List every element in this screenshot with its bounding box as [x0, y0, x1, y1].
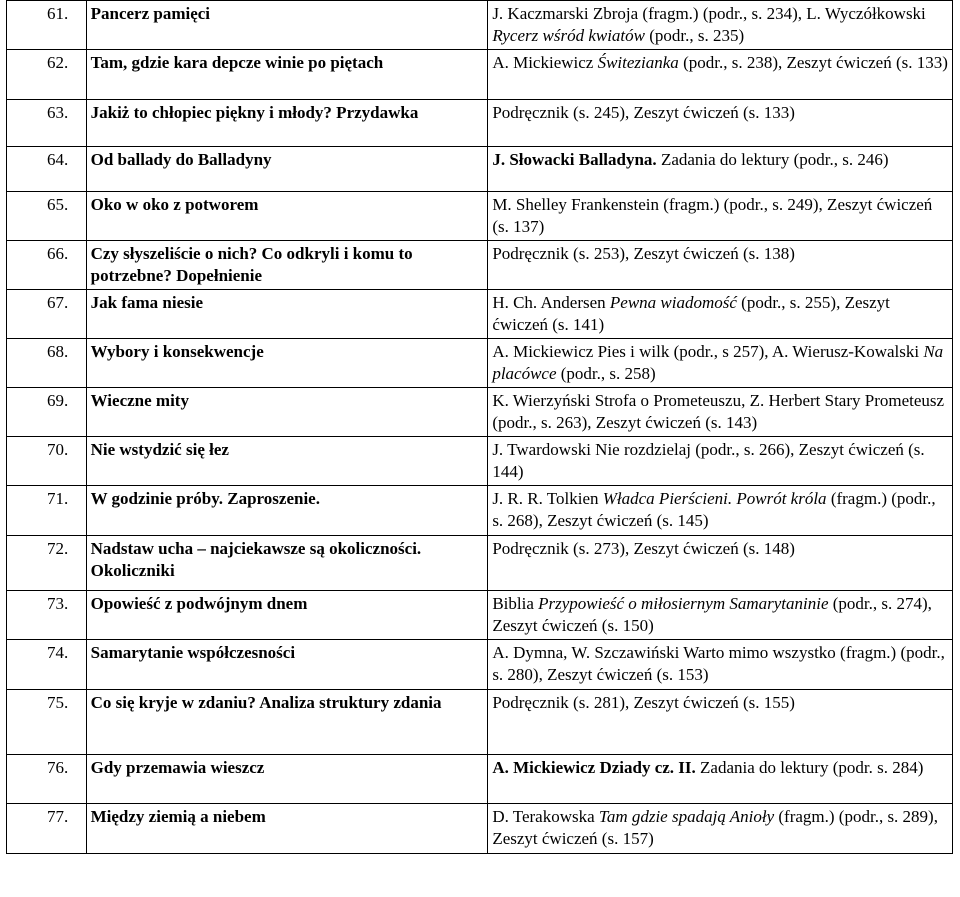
lesson-source — [488, 804, 953, 854]
table-row — [7, 690, 953, 755]
source-segment: Tam gdzie spadają Anioły — [598, 807, 775, 826]
lesson-table-body — [7, 1, 953, 854]
lesson-title: Gdy przemawia wieszcz — [86, 755, 488, 804]
lesson-title: Oko w oko z potworem — [86, 192, 488, 241]
source-segment: (podr., s. 235) — [645, 26, 745, 45]
lesson-title: Jakiż to chłopiec piękny i młody? Przydawka — [86, 100, 488, 147]
source-segment: J. R. R. Tolkien — [492, 489, 603, 508]
source-segment: Podręcznik (s. 273), Zeszyt ćwiczeń (s. 148) — [492, 539, 795, 558]
lesson-title: Wybory i konsekwencje — [86, 339, 488, 388]
table-row — [7, 100, 953, 147]
source-segment: Zadania do lektury (podr., s. 246) — [656, 150, 889, 169]
table-row — [7, 755, 953, 804]
source-segment: Biblia — [492, 594, 539, 613]
lesson-number: 65. — [7, 192, 87, 241]
lesson-source — [488, 192, 953, 241]
source-segment: M. Shelley Frankenstein (fragm.) (podr., s. 249), Zeszyt ćwiczeń (s. 137) — [492, 195, 933, 236]
source-segment: Rycerz wśród kwiatów — [492, 26, 645, 45]
source-segment: Podręcznik (s. 245), Zeszyt ćwiczeń (s. 133) — [492, 103, 795, 122]
lesson-source — [488, 50, 953, 100]
table-row — [7, 50, 953, 100]
table-row — [7, 1, 953, 50]
source-segment: J. Słowacki Balladyna. — [492, 150, 657, 169]
lesson-number: 61. — [7, 1, 87, 50]
table-row — [7, 290, 953, 339]
lesson-number: 77. — [7, 804, 87, 854]
source-segment: K. Wierzyński Strofa o Prometeuszu, Z. Herbert Stary Prometeusz (podr., s. 263), Zeszyt ćwiczeń (s. 143) — [492, 391, 945, 432]
lesson-title: Między ziemią a niebem — [86, 804, 488, 854]
table-row — [7, 640, 953, 690]
lesson-title: Wieczne mity — [86, 388, 488, 437]
table-row — [7, 147, 953, 192]
source-segment: Władca Pierścieni. Powrót króla — [602, 489, 827, 508]
lesson-title: Pancerz pamięci — [86, 1, 488, 50]
source-segment: (podr., s. 274), Zeszyt ćwiczeń (s. 150) — [492, 594, 932, 635]
lesson-source — [488, 1, 953, 50]
lesson-title: Nie wstydzić się łez — [86, 437, 488, 486]
table-row — [7, 192, 953, 241]
lesson-number: 72. — [7, 536, 87, 591]
lesson-source — [488, 290, 953, 339]
lesson-source — [488, 388, 953, 437]
source-segment: Świtezianka — [597, 53, 679, 72]
source-segment: (fragm.) (podr., s. 289), Zeszyt ćwiczeń (s. 157) — [492, 807, 938, 848]
table-row — [7, 804, 953, 854]
lesson-number: 76. — [7, 755, 87, 804]
lesson-source — [488, 147, 953, 192]
lesson-number: 64. — [7, 147, 87, 192]
source-segment: Pewna wiadomość — [609, 293, 737, 312]
source-segment: A. Dymna, W. Szczawiński Warto mimo wszystko (fragm.) (podr., s. 280), Zeszyt ćwiczeń (s. 153) — [492, 643, 945, 684]
lesson-number: 73. — [7, 591, 87, 640]
table-row — [7, 591, 953, 640]
lesson-source — [488, 755, 953, 804]
lesson-number: 66. — [7, 241, 87, 290]
source-segment: H. Ch. Andersen — [492, 293, 610, 312]
source-segment: J. Twardowski Nie rozdzielaj (podr., s. 266), Zeszyt ćwiczeń (s. 144) — [492, 440, 925, 481]
lesson-source — [488, 100, 953, 147]
source-segment: (fragm.) (podr., s. 268), Zeszyt ćwiczeń (s. 145) — [492, 489, 936, 530]
source-segment: Podręcznik (s. 253), Zeszyt ćwiczeń (s. 138) — [492, 244, 795, 263]
source-segment: A. Mickiewicz Dziady cz. II. — [492, 758, 696, 777]
lesson-source — [488, 640, 953, 690]
table-row — [7, 388, 953, 437]
lesson-title: Od ballady do Balladyny — [86, 147, 488, 192]
source-segment: (podr., s. 255), Zeszyt ćwiczeń (s. 141) — [492, 293, 890, 334]
lesson-number: 68. — [7, 339, 87, 388]
source-segment: Podręcznik (s. 281), Zeszyt ćwiczeń (s. 155) — [492, 693, 795, 712]
lesson-number: 69. — [7, 388, 87, 437]
lesson-number: 63. — [7, 100, 87, 147]
lesson-source — [488, 486, 953, 536]
lesson-title: Opowieść z podwójnym dnem — [86, 591, 488, 640]
lesson-source — [488, 339, 953, 388]
lesson-title: Tam, gdzie kara depcze winie po piętach — [86, 50, 488, 100]
lesson-title: Nadstaw ucha – najciekawsze są okoliczności. Okoliczniki — [86, 536, 488, 591]
lesson-source — [488, 536, 953, 591]
source-segment: (podr., s. 258) — [556, 364, 656, 383]
table-row — [7, 536, 953, 591]
lesson-number: 75. — [7, 690, 87, 755]
source-segment: A. Mickiewicz Pies i wilk (podr., s 257), A. Wierusz-Kowalski — [492, 342, 924, 361]
table-row — [7, 339, 953, 388]
lesson-source — [488, 437, 953, 486]
table-row — [7, 486, 953, 536]
lesson-number: 70. — [7, 437, 87, 486]
lesson-title: Czy słyszeliście o nich? Co odkryli i komu to potrzebne? Dopełnienie — [86, 241, 488, 290]
source-segment: (podr., s. 238), Zeszyt ćwiczeń (s. 133) — [678, 53, 948, 72]
source-segment: Na placówce — [492, 342, 944, 383]
lesson-title: Co się kryje w zdaniu? Analiza struktury zdania — [86, 690, 488, 755]
table-row — [7, 241, 953, 290]
lesson-source — [488, 241, 953, 290]
lesson-number: 74. — [7, 640, 87, 690]
lesson-source — [488, 690, 953, 755]
lesson-number: 67. — [7, 290, 87, 339]
source-segment: A. Mickiewicz — [492, 53, 598, 72]
lesson-number: 62. — [7, 50, 87, 100]
lesson-title: Jak fama niesie — [86, 290, 488, 339]
table-row — [7, 437, 953, 486]
lesson-number: 71. — [7, 486, 87, 536]
source-segment: Zadania do lektury (podr. s. 284) — [695, 758, 924, 777]
lesson-source — [488, 591, 953, 640]
source-segment: J. Kaczmarski Zbroja (fragm.) (podr., s. 234), L. Wyczółkowski — [492, 4, 926, 23]
lesson-title: Samarytanie współczesności — [86, 640, 488, 690]
lesson-title: W godzinie próby. Zaproszenie. — [86, 486, 488, 536]
source-segment: D. Terakowska — [492, 807, 599, 826]
source-segment: Przypowieść o miłosiernym Samarytaninie — [538, 594, 829, 613]
lesson-table — [6, 0, 953, 854]
